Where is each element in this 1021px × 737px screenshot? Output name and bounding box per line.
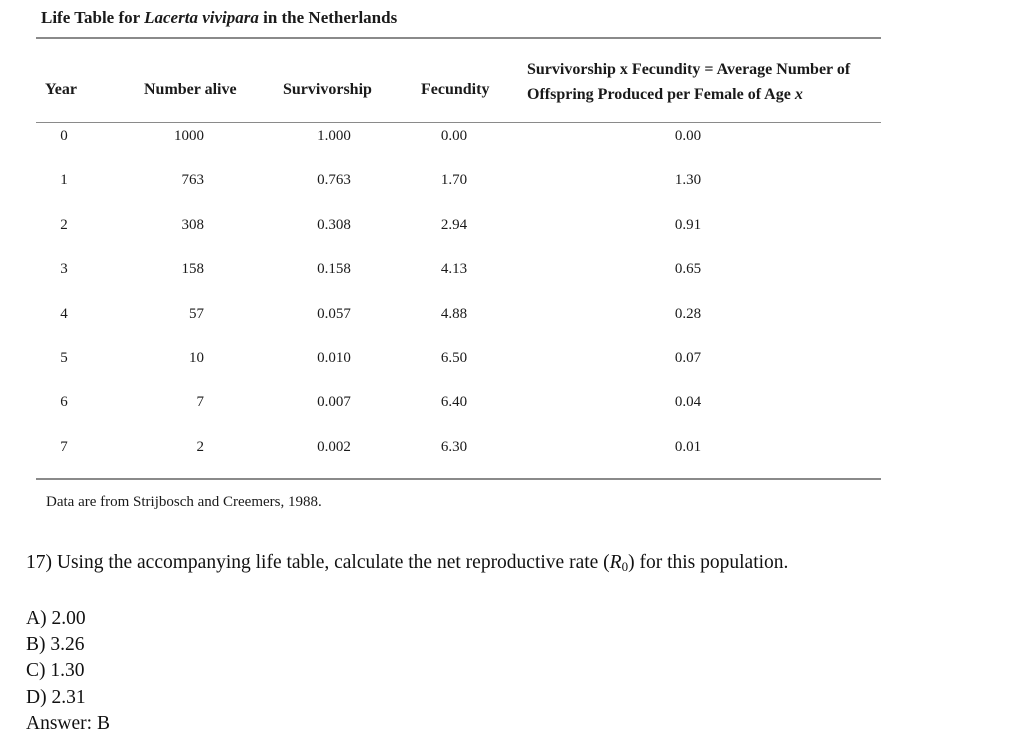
species-name: Lacerta vivipara — [144, 8, 259, 27]
answer-options — [26, 606, 110, 737]
table-body — [0, 125, 1021, 480]
question-text: 17) Using the accompanying life table, calculate the net reproductive rate $(R_0)$ for this population. — [26, 552, 789, 574]
cell-offspring-produced: 0.91 — [674, 216, 702, 233]
cell-number-alive: 308 — [181, 216, 204, 233]
header-offspring-line2: Offspring Produced per Female of Age x — [527, 86, 803, 103]
cell-fecundity: 2.94 — [440, 216, 468, 233]
header-number-alive: Number alive — [144, 81, 237, 98]
header-survivorship: Survivorship — [283, 81, 372, 98]
cell-fecundity: 1.70 — [440, 172, 468, 189]
table-row — [0, 303, 1021, 347]
cell-year: 2 — [60, 216, 68, 233]
header-offspring-produced — [527, 57, 850, 107]
cell-survivorship: 0.308 — [317, 216, 351, 233]
cell-fecundity: 4.13 — [440, 261, 468, 278]
cell-offspring-produced: 1.30 — [674, 172, 702, 189]
cell-fecundity: 6.50 — [440, 349, 468, 366]
cell-offspring-produced: 0.07 — [674, 349, 702, 366]
cell-survivorship: 0.763 — [317, 172, 351, 189]
cell-offspring-produced: 0.28 — [674, 305, 702, 322]
table-row — [0, 258, 1021, 302]
table-row — [0, 391, 1021, 435]
table-row — [0, 169, 1021, 213]
cell-survivorship: 1.000 — [317, 128, 351, 144]
cell-survivorship: 0.010 — [317, 349, 351, 366]
cell-year: 7 — [60, 438, 68, 455]
cell-number-alive: 158 — [181, 261, 204, 278]
cell-fecundity: 0.00 — [440, 128, 468, 144]
table-row — [0, 436, 1021, 480]
cell-number-alive: 1000 — [174, 128, 204, 144]
header-offspring-line1: Survivorship x Fecundity = Average Number of — [527, 61, 851, 78]
cell-offspring-produced: 0.01 — [674, 438, 702, 455]
cell-survivorship: 0.057 — [317, 305, 351, 322]
cell-number-alive: 10 — [189, 349, 204, 366]
table-row — [0, 347, 1021, 391]
cell-year: 6 — [60, 394, 68, 411]
table-row — [0, 125, 1021, 169]
cell-number-alive: 57 — [189, 305, 204, 322]
cell-survivorship: 0.158 — [317, 261, 351, 278]
cell-number-alive: 763 — [181, 172, 204, 189]
bottom-rule — [36, 478, 881, 480]
cell-year: 0 — [60, 128, 68, 144]
cell-survivorship: 0.007 — [317, 394, 351, 411]
cell-number-alive: 2 — [196, 438, 204, 455]
cell-number-alive: 7 — [196, 394, 204, 411]
cell-year: 4 — [60, 305, 68, 322]
cell-fecundity: 4.88 — [440, 305, 468, 322]
header-rule — [36, 122, 881, 123]
header-fecundity: Fecundity — [421, 81, 490, 98]
header-year: Year — [45, 81, 77, 98]
data-source-note: Data are from Strijbosch and Creemers, 1988. — [46, 494, 322, 510]
table-row — [0, 214, 1021, 258]
cell-year: 3 — [60, 261, 68, 278]
cell-offspring-produced: 0.04 — [674, 394, 702, 411]
cell-fecundity: 6.40 — [440, 394, 468, 411]
option-b: B) 3.26 — [26, 634, 85, 656]
cell-year: 5 — [60, 349, 68, 366]
answer-line: Answer: B — [26, 712, 110, 734]
top-rule — [36, 37, 881, 39]
cell-year: 1 — [60, 172, 68, 189]
option-c: C) 1.30 — [26, 660, 85, 682]
option-a: A) 2.00 — [26, 608, 86, 629]
cell-offspring-produced: 0.65 — [674, 261, 702, 278]
table-title: Life Table for Lacerta vivipara in the Netherlands — [41, 8, 398, 27]
cell-fecundity: 6.30 — [440, 438, 468, 455]
cell-survivorship: 0.002 — [317, 438, 351, 455]
cell-offspring-produced: 0.00 — [674, 128, 702, 144]
option-d: D) 2.31 — [26, 686, 86, 708]
